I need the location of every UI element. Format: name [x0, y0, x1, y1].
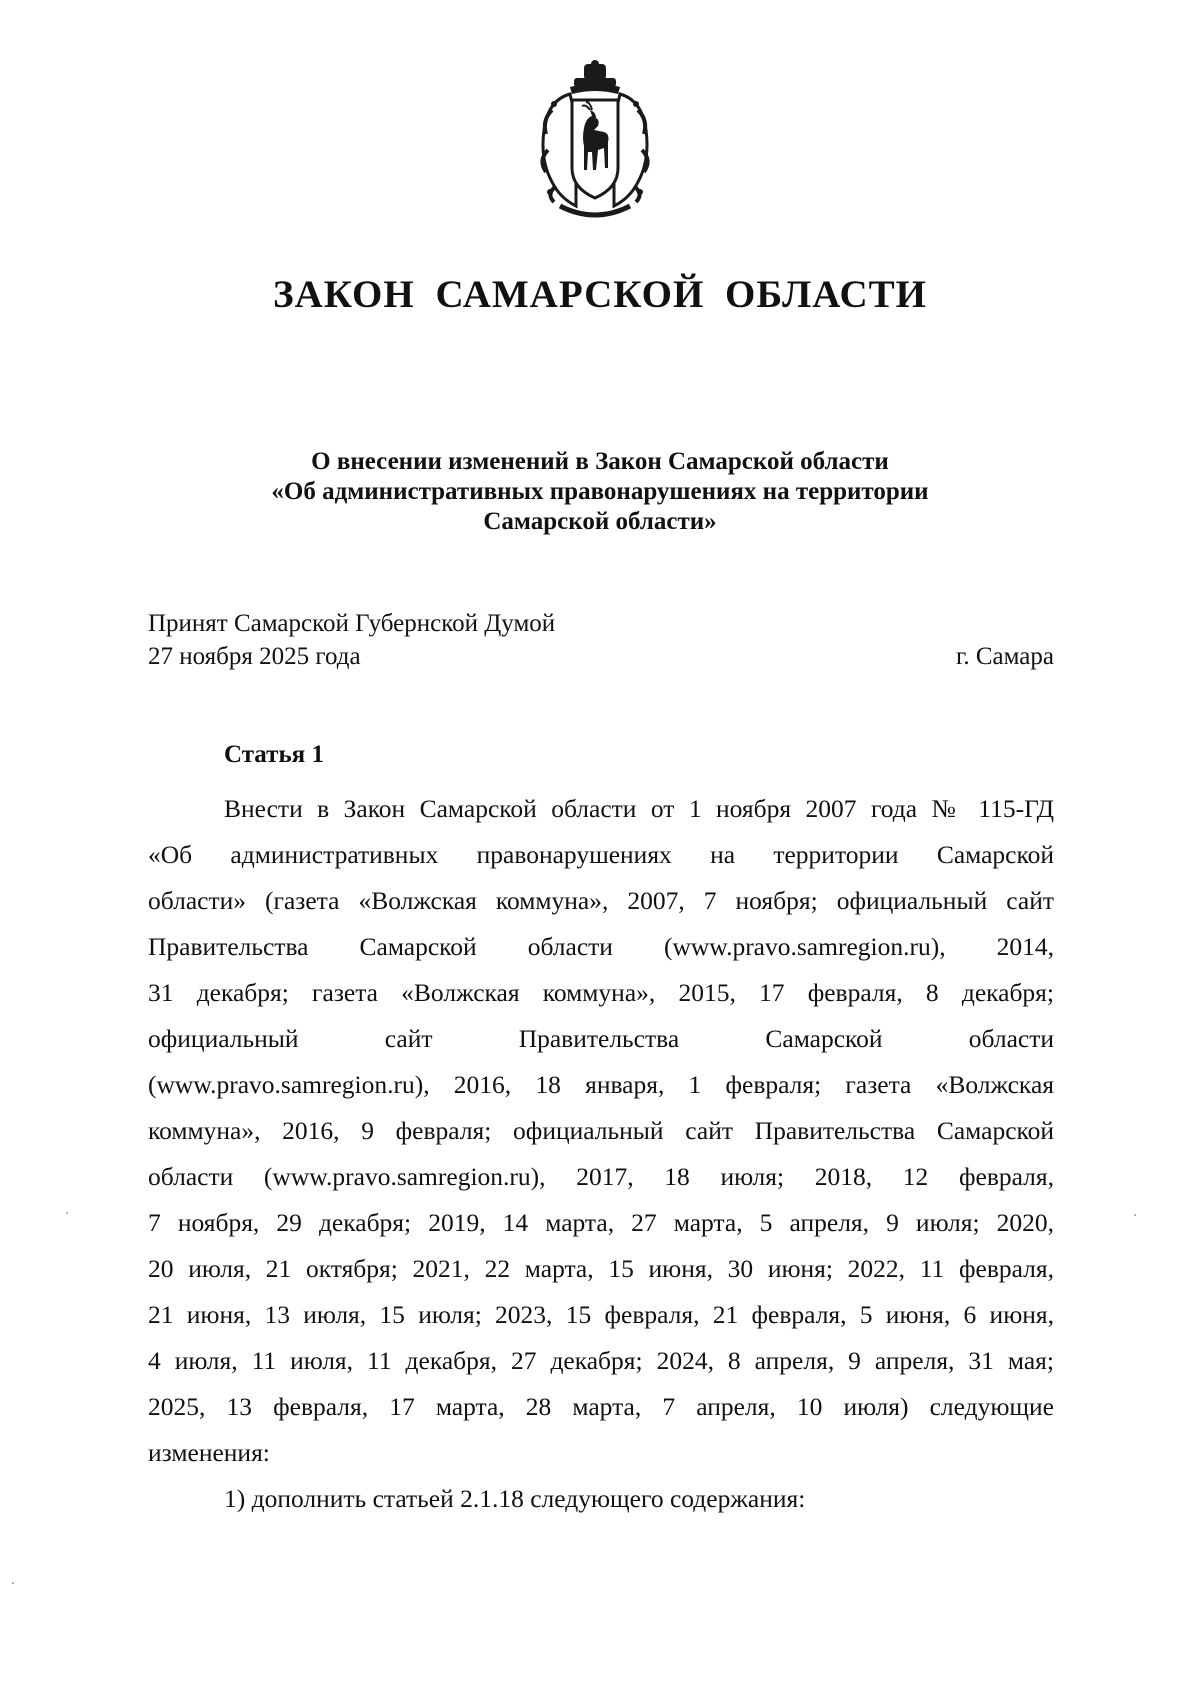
body-line: Внести в Закон Самарской области от 1 ноября 2007 года № 115-ГД: [224, 794, 1054, 823]
body-line: 31 декабря; газета «Волжская коммуна», 2015, 17 февраля, 8 декабря;: [148, 978, 1054, 1007]
subject-line: «Об административных правонарушениях на территории: [271, 478, 929, 505]
adoption-block: [148, 607, 555, 673]
body-line: коммуна», 2016, 9 февраля; официальный сайт Правительства Самарской: [148, 1116, 1054, 1145]
body-line: официальный сайт Правительства Самарской области: [148, 1024, 1054, 1053]
body-line: 2025, 13 февраля, 17 марта, 28 марта, 7 апреля, 10 июля) следующие: [148, 1392, 1054, 1421]
law-subject: [0, 447, 1200, 537]
article-body: [148, 786, 1054, 1522]
law-title: ЗАКОН САМАРСКОЙ ОБЛАСТИ: [273, 273, 927, 316]
adoption-date: 27 ноября 2025 года: [148, 643, 361, 670]
article-item: 1) дополнить статьей 2.1.18 следующего содержания:: [224, 1484, 806, 1513]
scan-speck: [1134, 1214, 1136, 1216]
body-line: 20 июля, 21 октября; 2021, 22 марта, 15 июня, 30 июня; 2022, 11 февраля,: [148, 1254, 1054, 1283]
body-line: 4 июля, 11 июля, 11 декабря, 27 декабря; 2024, 8 апреля, 9 апреля, 31 мая;: [148, 1346, 1054, 1375]
body-line: изменения:: [148, 1438, 270, 1467]
scan-speck: [12, 1582, 14, 1584]
body-line: области» (газета «Волжская коммуна», 2007, 7 ноября; официальный сайт: [148, 886, 1054, 915]
body-line: «Об административных правонарушениях на территории Самарской: [148, 840, 1054, 869]
subject-line: Самарской области»: [483, 508, 717, 535]
body-line: 21 июня, 13 июля, 15 июля; 2023, 15 февраля, 21 февраля, 5 июня, 6 июня,: [148, 1300, 1054, 1329]
article-heading: Статья 1: [224, 741, 324, 768]
body-line: Правительства Самарской области (www.pravo.samregion.ru), 2014,: [148, 932, 1054, 961]
adoption-body: Принят Самарской Губернской Думой: [148, 610, 556, 637]
scan-speck: [66, 1212, 68, 1214]
body-line: (www.pravo.samregion.ru), 2016, 18 января, 1 февраля; газета «Волжская: [148, 1070, 1054, 1099]
subject-line: О внесении изменений в Закон Самарской области: [311, 448, 889, 475]
body-line: области (www.pravo.samregion.ru), 2017, 18 июля; 2018, 12 февраля,: [148, 1162, 1054, 1191]
body-line: 7 ноября, 29 декабря; 2019, 14 марта, 27 марта, 5 апреля, 9 июля; 2020,: [148, 1208, 1054, 1237]
samara-coat-of-arms-icon: [530, 60, 660, 225]
adoption-city: г. Самара: [955, 643, 1054, 670]
